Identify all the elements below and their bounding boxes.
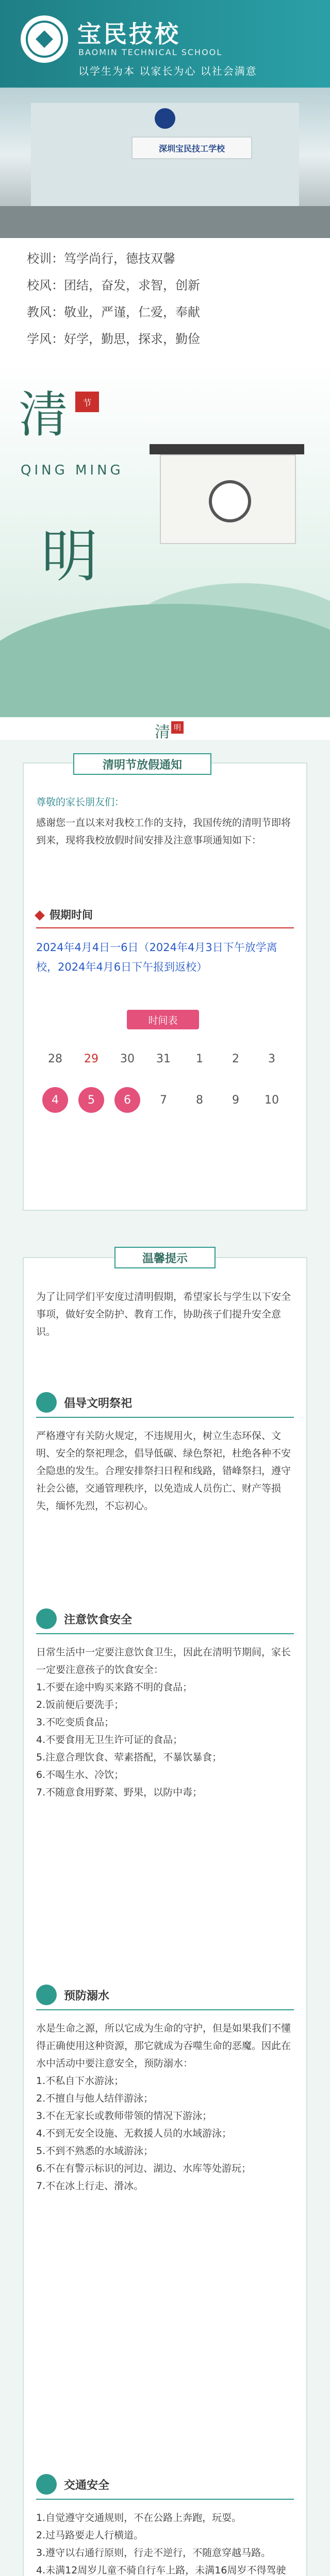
- tip-heading: [36, 1984, 109, 2006]
- school-slogan: 以学生为本 以家长为心 以社会满意: [78, 65, 257, 77]
- banner-stamp: 节: [75, 392, 99, 412]
- hill-shape: [0, 604, 330, 717]
- motto-key: 校训：: [27, 251, 64, 266]
- tip-divider: [36, 2499, 294, 2500]
- tip-ring-icon: [36, 2474, 57, 2495]
- calendar-day-holiday: 5: [78, 1087, 104, 1113]
- school-emblem-icon: [155, 108, 175, 129]
- notice-section-heading: [36, 907, 93, 922]
- tip-ring-icon: [36, 1392, 57, 1413]
- tip-title: 倡导文明祭祀: [64, 1397, 133, 1410]
- calendar-day: 1: [196, 1052, 203, 1065]
- calendar-day: 10: [265, 1093, 279, 1107]
- motto-val: 好学，勤思，探求，勤俭: [64, 332, 200, 346]
- tip-divider: [36, 1633, 294, 1634]
- motto-row: [27, 302, 200, 320]
- calendar-day: 7: [160, 1093, 167, 1107]
- tip-title: 注意饮食安全: [64, 1613, 133, 1626]
- section-mark: [0, 717, 330, 740]
- tip-title: 预防溺水: [64, 1989, 110, 2003]
- calendar-day-holiday: 6: [114, 1087, 140, 1113]
- tips-tab: 温馨提示: [114, 1247, 216, 1268]
- tip-heading: [36, 2473, 109, 2496]
- tip-text: 严格遵守有关防火规定，不违规用火，树立生态环保、文明、安全的祭祀理念，倡导低碳、绿色祭祀，杜绝各种不安全隐患的发生。合理安排祭扫日程和线路，错峰祭扫，遵守社会公德，交通管理秩序，以免造成人员伤亡、财产等损失，缅怀先烈，不忘初心。: [36, 1430, 291, 1512]
- motto-row: [27, 329, 200, 347]
- motto-row: [27, 275, 200, 293]
- school-logo-icon: [21, 15, 68, 63]
- banner-english: QING MING: [21, 463, 124, 478]
- section-mark-stamp: 明: [171, 721, 184, 734]
- calendar-day: 9: [232, 1093, 239, 1107]
- tip-title: 交通安全: [64, 2479, 110, 2492]
- tip-ring-icon: [36, 1985, 57, 2005]
- holiday-calendar: [42, 1046, 288, 1133]
- tip-divider: [36, 1417, 294, 1418]
- section-divider: [36, 927, 294, 928]
- campus-photo: [0, 88, 330, 238]
- motto-key: 教风：: [27, 305, 64, 319]
- school-motto: [0, 238, 330, 362]
- holiday-dates: 2024年4月4日一6日（2024年4月3日下午放学离校，2024年4月6日下午报到返校）: [36, 941, 277, 973]
- school-header: [0, 0, 330, 88]
- calendar-day: 3: [268, 1052, 275, 1065]
- motto-val: 团结，奋发，求智，创新: [64, 278, 200, 293]
- calendar-day: 8: [196, 1093, 203, 1107]
- tip-divider: [36, 2009, 294, 2010]
- notice-greeting: 尊敬的家长朋友们：: [36, 796, 125, 808]
- notice-tab: 清明节放假通知: [73, 753, 211, 775]
- lobby-floor: [0, 206, 330, 238]
- calendar-day: 29: [84, 1052, 98, 1065]
- notice-paragraph: 感谢您一直以来对我校工作的支持，我国传统的清明节即将到来，现将我校放假时间安排及注意事项通知如下：: [36, 817, 291, 846]
- calendar-day: 28: [48, 1052, 62, 1065]
- tip-text: 水是生命之源，所以它成为生命的守护，但是如果我们不懂得正确使用这种资源，那它就成为吞噬生命的恶魔。因此在水中活动中要注意安全，预防溺水： 1.不私自下水游泳； 2.不擅自与他人结伴游泳； 3.不在无家长或教师带领的情况下游泳； 4.不到无安全设施、无救援人员的水域游泳； 5.不到不熟悉的水域游泳； 6.不在有警示标识的河边、湖边、水库等处游玩； 7.不在冰上行走、滑冰。: [36, 2023, 291, 2192]
- banner-char-qing: 清: [19, 386, 68, 444]
- school-sign: 深圳宝民技工学校: [131, 137, 252, 159]
- diamond-bullet-icon: [35, 910, 45, 921]
- house-roof: [150, 444, 304, 454]
- schedule-tag: 时间表: [127, 1010, 199, 1029]
- motto-row: [27, 248, 175, 266]
- motto-key: 学风：: [27, 332, 64, 346]
- school-title: 宝民技校: [77, 20, 180, 48]
- motto-val: 敬业，严谨，仁爱，奉献: [64, 305, 200, 319]
- section-mark-char: 清: [155, 723, 170, 741]
- motto-val: 笃学尚行，德技双馨: [64, 251, 175, 266]
- banner-char-ming: 明: [41, 523, 98, 589]
- school-subtitle: BAOMIN TECHNICAL SCHOOL: [78, 47, 223, 57]
- round-window-icon: [209, 480, 251, 522]
- calendar-day: 31: [156, 1052, 171, 1065]
- calendar-day-holiday: 4: [42, 1087, 68, 1113]
- calendar-day: 2: [232, 1052, 239, 1065]
- tip-heading: [36, 1391, 132, 1414]
- tip-heading: [36, 1607, 132, 1630]
- motto-key: 校风：: [27, 278, 64, 293]
- tip-ring-icon: [36, 1608, 57, 1629]
- tip-text: 1.自觉遵守交通规则，不在公路上奔跑，玩耍。 2.过马路要走人行横道。 3.遵守以右通行原则，行走不逆行，不随意穿越马路。 4.未满12周岁儿童不骑自行车上路，未满16周岁不得驾驶: [36, 2512, 286, 2576]
- qingming-banner: [0, 362, 330, 717]
- calendar-day: 30: [120, 1052, 135, 1065]
- notice-section-title: 假期时间: [50, 909, 93, 921]
- tips-intro: 为了让同学们平安度过清明假期，希望家长与学生以下安全事项，做好安全防护、教育工作，协助孩子们提升安全意识。: [36, 1291, 291, 1337]
- tip-text: 日常生活中一定要注意饮食卫生，因此在清明节期间，家长一定要注意孩子的饮食安全： 1.不要在途中购买来路不明的食品； 2.饭前便后要洗手； 3.不吃变质食品； 4.不要食用无卫生许可证的食品； 5.注意合理饮食、荤素搭配，不暴饮暴食； 6.不喝生水、冷饮； 7.不随意食用野菜、野果，以防中毒；: [36, 1647, 291, 1798]
- house-illustration: [150, 423, 304, 542]
